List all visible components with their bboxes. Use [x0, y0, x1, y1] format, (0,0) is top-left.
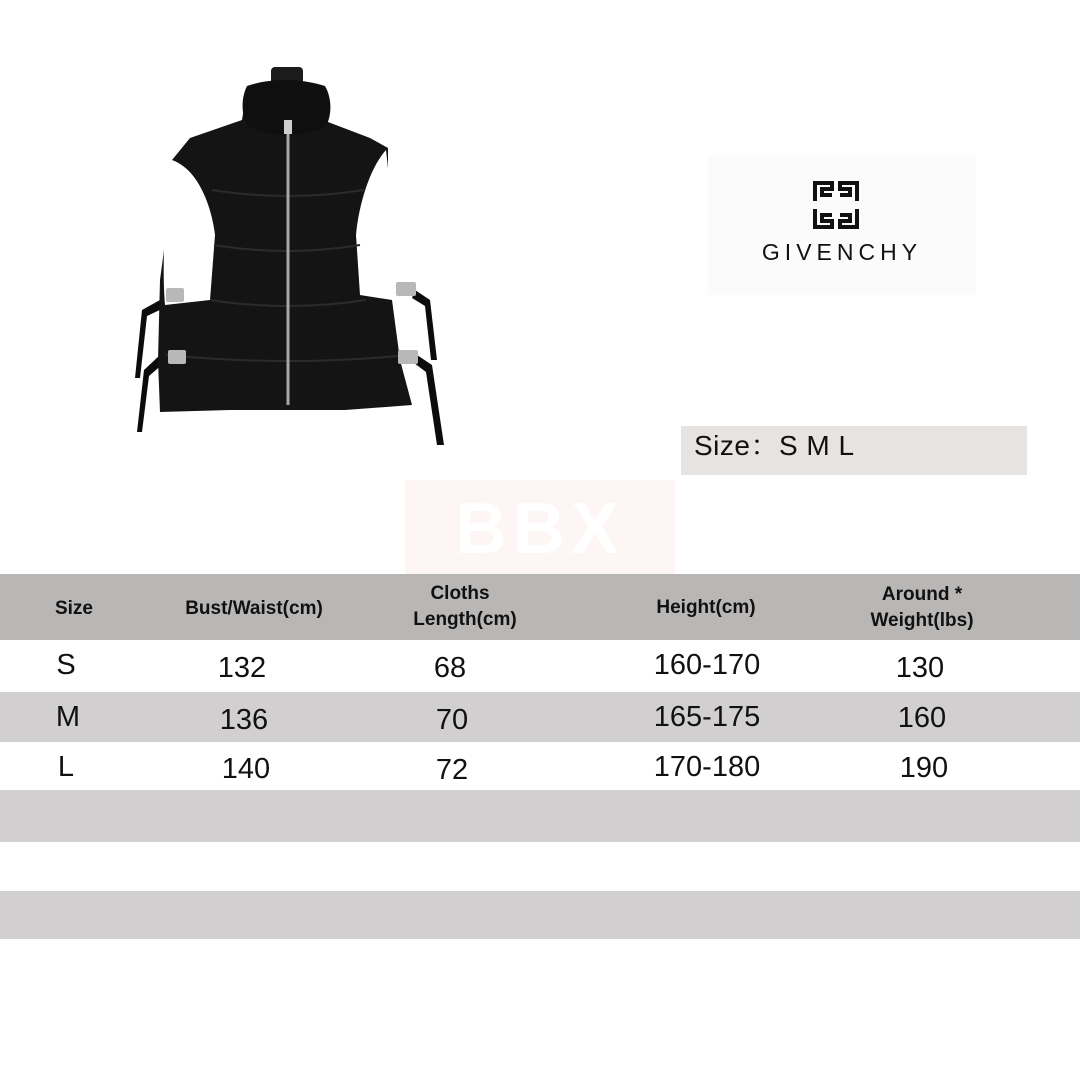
cell-weight: 190 — [899, 752, 949, 784]
header-size: Size — [54, 598, 94, 619]
table-empty-row — [0, 790, 1080, 842]
brand-name: GIVENCHY — [761, 239, 923, 265]
size-options-box — [681, 426, 1027, 475]
cell-bust: 136 — [219, 704, 269, 736]
header-height: Height(cm) — [656, 597, 756, 618]
product-image-vest — [130, 60, 460, 460]
header-weight-line1: Around * — [881, 584, 963, 605]
cell-length: 70 — [435, 704, 469, 736]
watermark-text: BBX — [454, 489, 625, 569]
cell-size: L — [57, 751, 75, 783]
header-bust-waist: Bust/Waist(cm) — [185, 598, 323, 619]
cell-length: 72 — [435, 754, 469, 786]
givenchy-4g-logo-icon — [812, 179, 860, 231]
cell-size: S — [56, 649, 76, 681]
cell-height: 160-170 — [653, 649, 761, 681]
header-weight-line2: Weight(lbs) — [870, 610, 974, 631]
cell-bust: 132 — [217, 652, 267, 684]
header-length-line1: Cloths — [430, 583, 490, 604]
size-options-label: Size：S M L — [694, 430, 855, 461]
cell-length: 68 — [433, 652, 467, 684]
cell-weight: 130 — [895, 652, 945, 684]
cell-height: 165-175 — [653, 701, 761, 733]
table-empty-row — [0, 891, 1080, 939]
cell-height: 170-180 — [653, 751, 761, 783]
header-length-line2: Length(cm) — [413, 609, 517, 630]
brand-logo — [708, 155, 976, 295]
cell-bust: 140 — [221, 753, 271, 785]
cell-size: M — [55, 701, 81, 733]
watermark — [405, 480, 675, 575]
cell-weight: 160 — [897, 702, 947, 734]
